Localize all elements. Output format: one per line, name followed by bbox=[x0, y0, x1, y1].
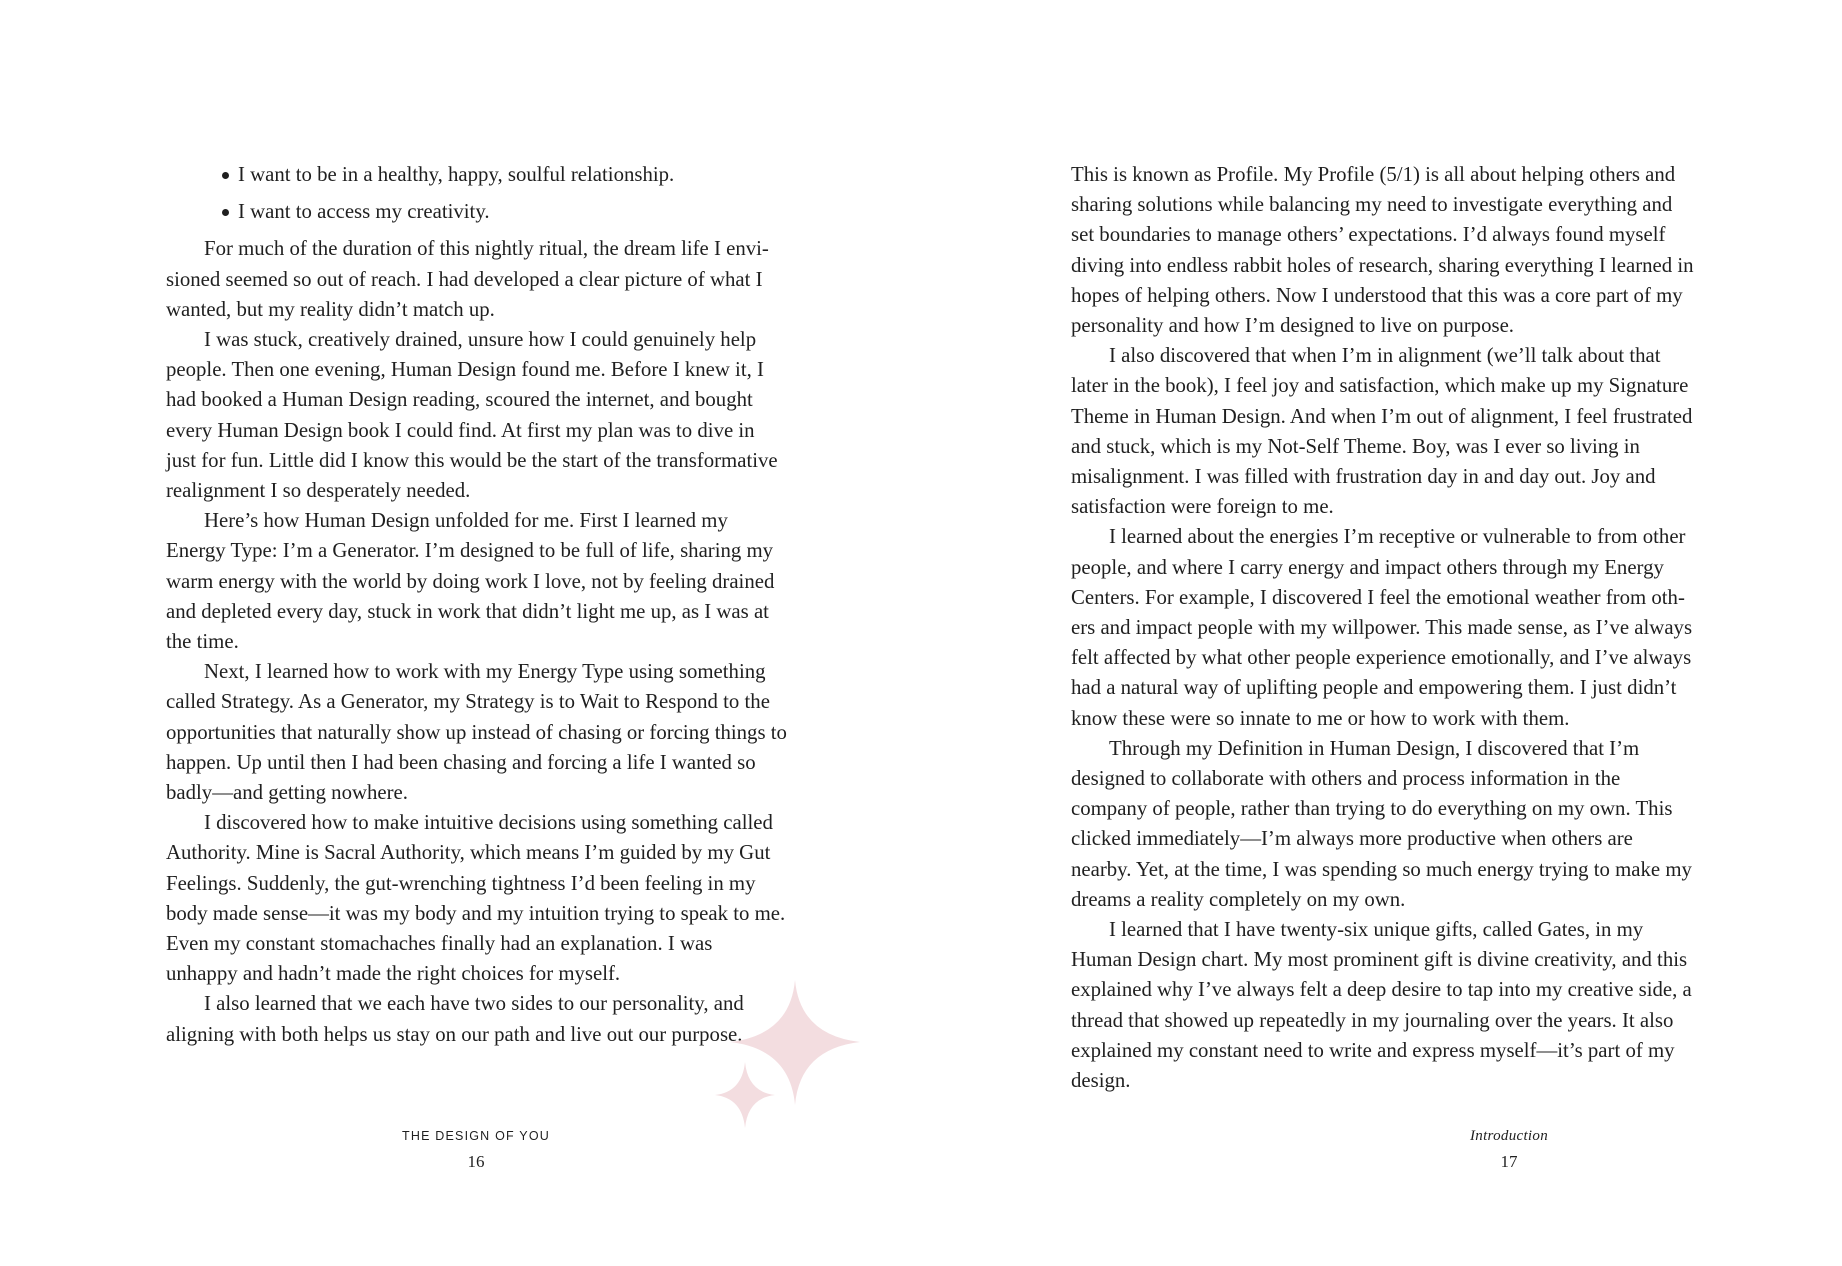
paragraph: Next, I learned how to work with my Energy Type using something called Strategy. As a Generator, my Strategy is to Wait to Respond to the opportunities that naturally show up instead of chasing or forcing things to happen. Up until then I had been chasing and forcing a life I wanted so badly—and getting nowhere. bbox=[166, 660, 787, 805]
right-footer bbox=[1379, 1127, 1639, 1175]
bullet-dot-icon bbox=[222, 209, 229, 216]
paragraph: I learned that I have twenty-six unique gifts, called Gates, in my Human Design chart. My most prominent gift is divine creativity, and this explained why I’ve always felt a deep desire to tap into my creative side, a thread that showed up repeatedly in my journaling over the years. It also explained my constant need to write and express myself—it’s part of my design. bbox=[1071, 918, 1692, 1093]
right-page bbox=[921, 0, 1842, 1266]
bullet-dot-icon bbox=[222, 172, 229, 179]
left-page-body bbox=[166, 160, 788, 1050]
paragraph: I also learned that we each have two sides to our personality, and aligning with both helps us stay on our path and live out our purpose. bbox=[166, 992, 744, 1046]
bullet-text: I want to be in a healthy, happy, soulful relationship. bbox=[238, 163, 675, 186]
paragraph: I learned about the energies I’m receptive or vulnerable to from other people, and where I carry energy and impact others through my Energy Centers. For example, I discovered I feel the emotional weather from others and impact people with my willpower. This made sense, as I’ve always felt affected by what other people experience emotionally, and I’ve always had a natural way of uplifting people and empowering them. I just didn’t know these were so innate to me or how to work with them. bbox=[1071, 525, 1693, 730]
bullet-item bbox=[166, 197, 788, 227]
page-number: 16 bbox=[467, 1152, 485, 1171]
paragraph: For much of the duration of this nightly ritual, the dream life I envisioned seemed so out of reach. I had developed a clear picture of what I wanted, but my reality didn’t match up. bbox=[166, 237, 769, 321]
four-point-star-icon bbox=[715, 1062, 775, 1128]
sparkle-decoration bbox=[700, 980, 860, 1130]
bullet-list bbox=[166, 160, 788, 227]
page-number: 17 bbox=[1500, 1152, 1518, 1171]
right-page-body bbox=[1071, 160, 1697, 1096]
paragraph: I was stuck, creatively drained, unsure how I could genuinely help people. Then one evening, Human Design found me. Before I knew it, I had booked a Human Design reading, scoured the internet, and bought every Human Design book I could find. At first my plan was to dive in just for fun. Little did I know this would be the start of the transformative realignment I so desperately needed. bbox=[166, 328, 778, 503]
paragraph: I discovered how to make intuitive decisions using something called Authority. Mine is Sacral Authority, which means I’m guided by my Gut Feelings. Suddenly, the gut-wrenching tightness I’d been feeling in my body made sense—it was my body and my intuition trying to speak to me. Even my constant stomachaches finally had an explanation. I was unhappy and hadn’t made the right choices for myself. bbox=[166, 811, 786, 986]
paragraph: Through my Definition in Human Design, I discovered that I’m designed to collaborate with others and process information in the company of people, rather than trying to do everything on my own. This clicked immediately—I’m always more productive when others are nearby. Yet, at the time, I was spending so much energy trying to make my dreams a reality completely on my own. bbox=[1071, 736, 1692, 911]
bullet-text: I want to access my creativity. bbox=[238, 200, 490, 224]
bullet-item bbox=[166, 160, 788, 190]
paragraph: I also discovered that when I’m in alignment (we’ll talk about that later in the book), I feel joy and satisfaction, which make up my Signature Theme in Human Design. And when I’m out of alignment, I feel frustrated and stuck, which is my Not-Self Theme. Boy, was I ever so living in misalignment. I was filled with frustration day in and day out. Joy and satisfaction were foreign to me. bbox=[1071, 344, 1693, 519]
running-head: THE DESIGN OF YOU bbox=[402, 1129, 550, 1143]
running-head: Introduction bbox=[1469, 1128, 1549, 1144]
left-footer bbox=[346, 1127, 606, 1175]
paragraph: Here’s how Human Design unfolded for me. First I learned my Energy Type: I’m a Generator. I’m designed to be full of life, sharing my warm energy with the world by doing work I love, not by feeling drained and depleted every day, stuck in work that didn’t light me up, as I was at the time. bbox=[166, 509, 775, 654]
paragraph: This is known as Profile. My Profile (5/1) is all about helping others and sharing solutions while balancing my need to investigate everything and set boundaries to manage others’ expectations. I’d always found myself diving into endless rabbit holes of research, sharing everything I learned in hopes of helping others. Now I understood that this was a core part of my personality and how I’m designed to live on purpose. bbox=[1071, 163, 1694, 338]
